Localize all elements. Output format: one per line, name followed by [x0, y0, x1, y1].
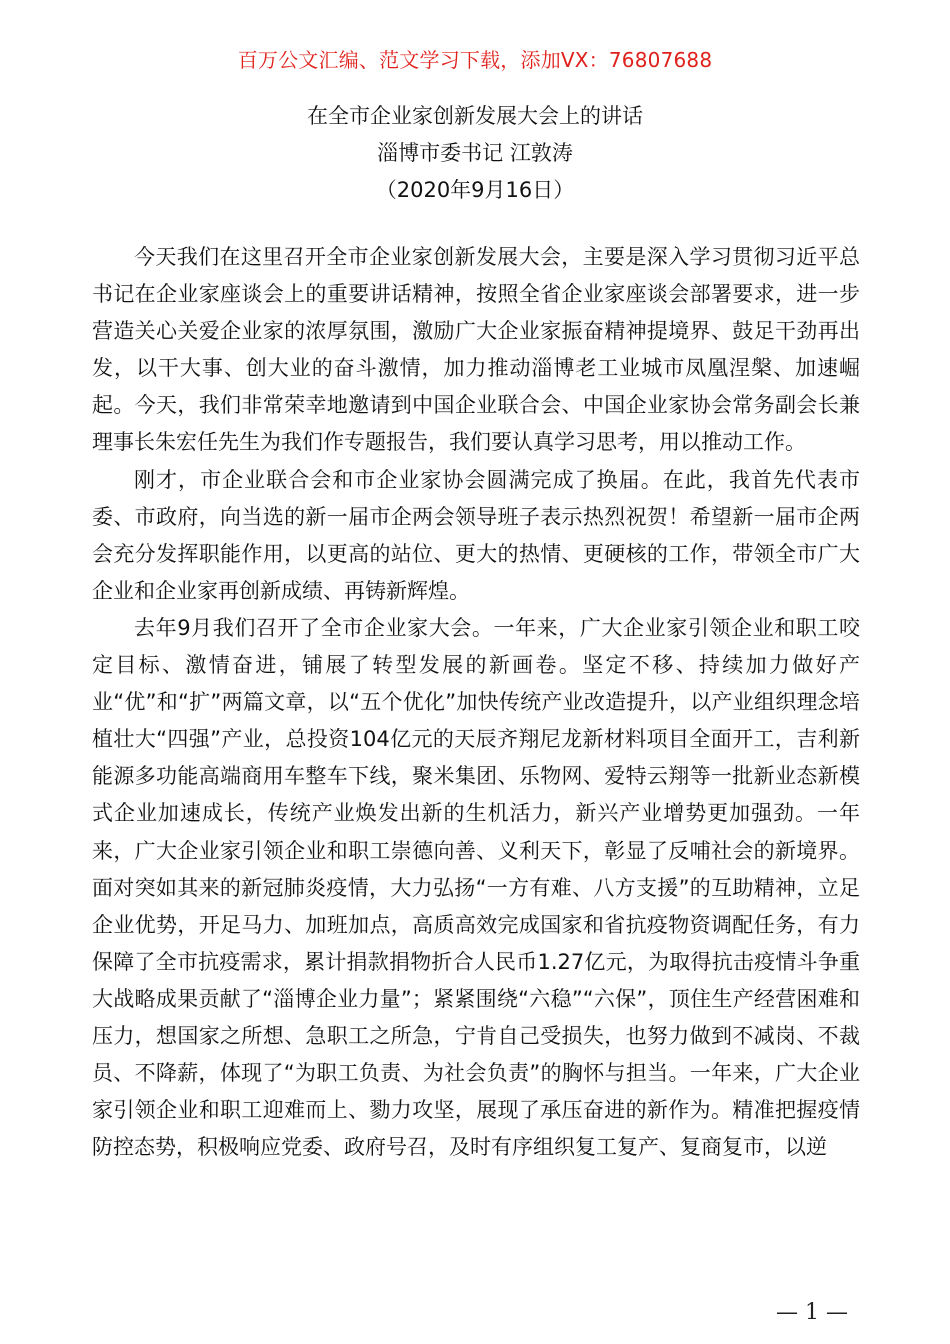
title-block — [0, 98, 950, 209]
page-number: — 1 — — [776, 1300, 848, 1325]
paragraph-3: 去年9月我们召开了全市企业家大会。一年来，广大企业家引领企业和职工咬定目标、激情奋进，铺展了转型发展的新画卷。坚定不移、持续加力做好产业“优”和“扩”两篇文章，以“五个优化”加快传统产业改造提升，以产业组织理念培植壮大“四强”产业，总投资104亿元的天辰齐翔尼龙新材料项目全面开工，吉利新能源多功能高端商用车整车下线，聚米集团、乐物网、爱特云翔等一批新业态新模式企业加速成长，传统产业焕发出新的生机活力，新兴产业增势更加强劲。一年来，广大企业家引领企业和职工崇德向善、义利天下，彰显了反哺社会的新境界。面对突如其来的新冠肺炎疫情，大力弘扬“一方有难、八方支援”的互助精神，立足企业优势，开足马力、加班加点，高质高效完成国家和省抗疫物资调配任务，有力保障了全市抗疫需求，累计捐款捐物折合人民币1.27亿元，为取得抗击疫情斗争重大战略成果贡献了“淄博企业力量”；紧紧围绕“六稳”“六保”，顶住生产经营困难和压力，想国家之所想、急职工之所急，宁肯自己受损失，也努力做到不减岗、不裁员、不降薪，体现了“为职工负责、为社会负责”的胸怀与担当。一年来，广大企业家引领企业和职工迎难而上、勠力攻坚，展现了承压奋进的新作为。精准把握疫情防控态势，积极响应党委、政府号召，及时有序组织复工复产、复商复市，以逆 — [92, 615, 860, 1160]
speech-title: 在全市企业家创新发展大会上的讲话 — [307, 104, 643, 128]
speaker-line: 淄博市委书记 江敦涛 — [377, 141, 573, 165]
paragraph-1: 今天我们在这里召开全市企业家创新发展大会，主要是深入学习贯彻习近平总书记在企业家座谈会上的重要讲话精神，按照全省企业家座谈会部署要求，进一步营造关心关爱企业家的浓厚氛围，激励广大企业家振奋精神提境界、鼓足干劲再出发，以干大事、创大业的奋斗激情，加力推动淄博老工业城市凤凰涅槃、加速崛起。今天，我们非常荣幸地邀请到中国企业联合会、中国企业家协会常务副会长兼理事长朱宏任先生为我们作专题报告，我们要认真学习思考，用以推动工作。 — [92, 245, 860, 455]
speech-body — [92, 239, 860, 1166]
speech-date: （2020年9月16日） — [375, 178, 575, 202]
paragraph-2: 刚才，市企业联合会和市企业家协会圆满完成了换届。在此，我首先代表市委、市政府，向当选的新一届市企两会领导班子表示热烈祝贺！希望新一届市企两会充分发挥职能作用，以更高的站位、更大的热情、更硬核的工作，带领全市广大企业和企业家再创新成绩、再铸新辉煌。 — [92, 467, 860, 603]
header-banner: 百万公文汇编、范文学习下载，添加VX：76807688 — [237, 48, 713, 72]
